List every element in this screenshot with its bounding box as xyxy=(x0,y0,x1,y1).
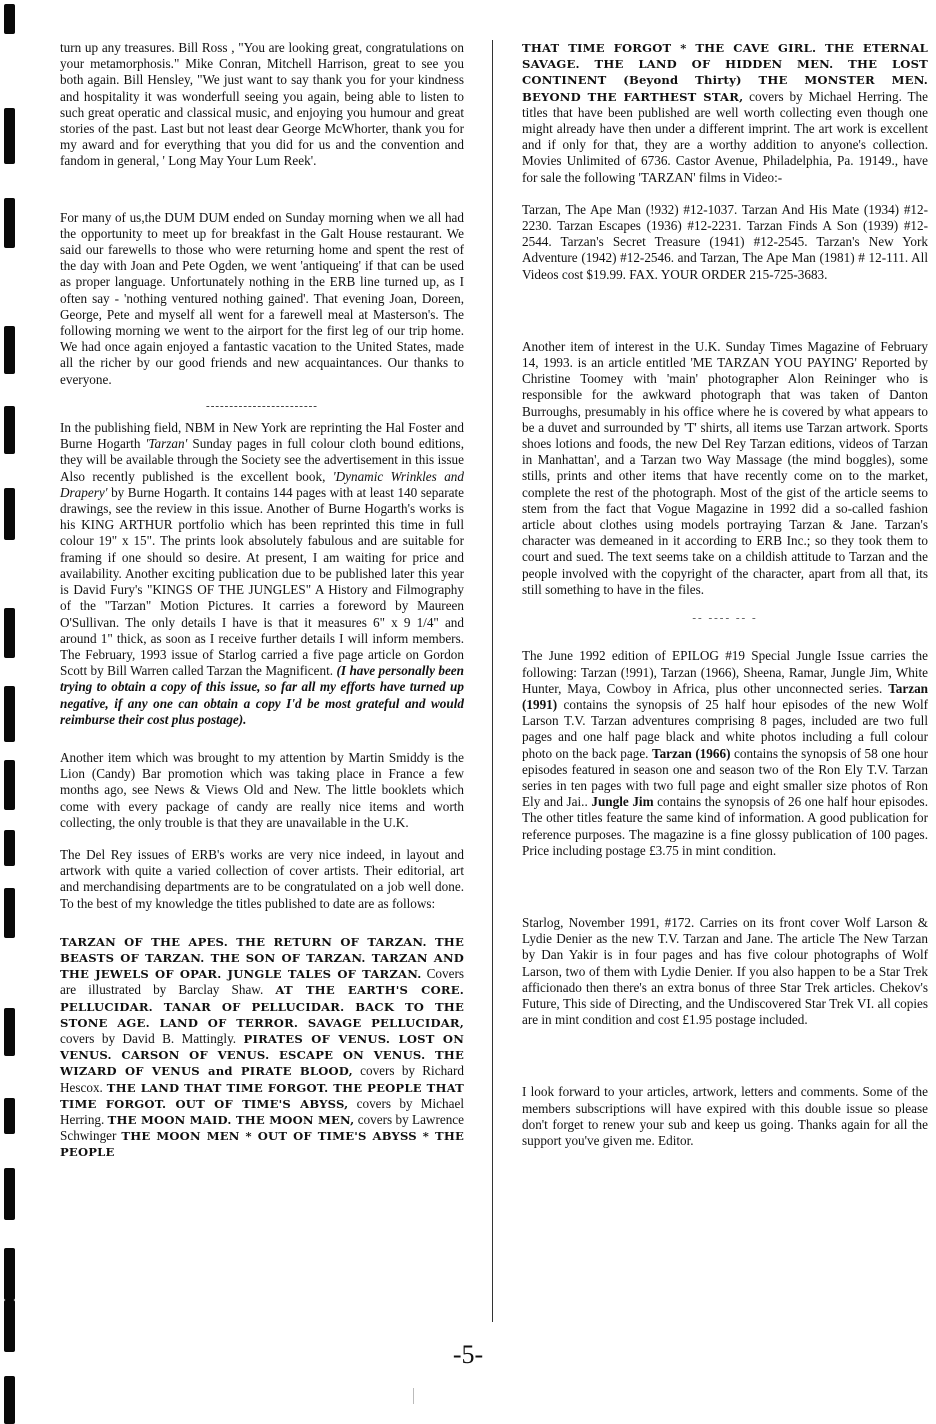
paragraph-thanks: turn up any treasures. Bill Ross , "You are looking great, congratulations on your metamorphosis." Mike Conran, Mitchell Harrison, great to see you both again. Bill Hensley, "We just want to say thank you for your kindness and hospitality it was wonderfull seeing you again, being able to listen to such great operatic and classical music, and enjoying you humour and great stories of the past. Last but not least dear George McWhorter, thank you for my award and for everything that you did for us and the convention and fandom in general, ' Long May Your Lum Reek'. xyxy=(60,40,464,169)
column-divider xyxy=(492,40,493,1322)
binding-hole xyxy=(4,888,15,938)
binding-hole xyxy=(4,1248,15,1300)
binding-hole xyxy=(4,1376,15,1424)
right-column xyxy=(522,41,928,1165)
left-column xyxy=(60,40,465,1177)
paragraph-videos: Tarzan, The Ape Man (!932) #12-1037. Tarzan And His Mate (1934) #12-2230. Tarzan Escapes (1936) #12-2231. Tarzan Finds A Son (1939) #12-2544. Tarzan's Secret Treasure (1941) #12-2545. Tarzan's New York Adventure (1942) #12-2546. and Tarzan, The Ape Man (1981) # 12-111. All Videos cost $19.99. FAX. YOUR ORDER 215-725-3683. xyxy=(522,201,928,282)
paragraph-publishing xyxy=(60,420,464,728)
text: Sunday pages in full colour cloth bound editions, they will be available through the Society see the advertisement in this issue Also recently published is the excellent book, xyxy=(60,436,464,484)
binding-hole xyxy=(4,1098,15,1134)
text: In the publishing field, NBM in New York are reprinting the Hal Foster and Burne Hogarth xyxy=(60,420,464,452)
page-number: -5- xyxy=(452,1340,484,1369)
titles-moon: THE MOON MAID. THE MOON MEN, xyxy=(107,1112,355,1127)
text: covers by Richard Hescox. xyxy=(60,1063,465,1095)
binding-hole xyxy=(4,760,15,810)
text: Covers are illustrated by Barclay Shaw. xyxy=(60,966,464,998)
titles-tarzan: TARZAN OF THE APES. THE RETURN OF TARZAN. THE BEASTS OF TARZAN. THE SON OF TARZAN. TARZAN AND THE JEWELS OF OPAR. JUNGLE TALES OF TARZAN. xyxy=(60,934,464,982)
titles-continued: THAT TIME FORGOT * THE CAVE GIRL. THE ETERNAL SAVAGE. THE LAND OF HIDDEN MEN. THE LOST CONTINENT (Beyond Thirty) THE MONSTER MEN. BEYOND THE FARTHEST STAR, xyxy=(522,41,928,104)
binding-hole xyxy=(4,608,15,658)
text: The June 1992 edition of EPILOG #19 Special Jungle Issue carries the following: Tarzan (!991), Tarzan (1966), Sheena, Ramar, Jungle Jim, White Hunter, Maya, Cowboy in Africa, plus other unconnected series. xyxy=(522,648,928,696)
text: by Burne Hogarth. It contains 144 pages with at least 140 separate drawings, see the review in this issue. Another of Burne Hogarth's works is his KING ARTHUR portfolio which has been reprinted this time in full colour 19" x 15". The prints look absolutely fabulous and are suitable for framing if one should so desire. At present, I am waiting for price and availability. Another exciting publication due to be published later this year is David Fury's "KINGS OF THE JUNGLES" A History and Filmography of the "Tarzan" Motion Pictures. It carries a foreword by Maureen O'Sullivan. The only details I have is that it measures 6" x 9 1/4" and around 1" thick, as soon as I receive further details I will inform members. The February, 1993 issue of Starlog carried a five page article on Gordon Scott by Bill Warren called Tarzan the Magnificent. xyxy=(60,484,464,679)
paragraph-del-rey: The Del Rey issues of ERB's works are very nice indeed, in layout and artwork with quite a varied collection of cover artists. Their editorial, art and merchandising departments are to be congratulated on a job well done. To the best of my knowledge the titles published to date are as follows: xyxy=(60,846,464,911)
binding-hole xyxy=(4,686,15,742)
binding-hole xyxy=(4,488,15,540)
bold-title: Tarzan (1966) xyxy=(652,745,731,761)
titles-misc: THE MOON MEN * OUT OF TIME'S ABYSS * THE PEOPLE xyxy=(60,1129,465,1160)
paragraph-sunday-times: Another item of interest in the U.K. Sunday Times Magazine of February 14, 1993. is an article entitled 'ME TARZAN YOU PAYING' Reported by Christine Toomey with 'main' photographer Alon Reininger who is responsible for the awkward photograph that was taken of Danton Burroughs, presumably in his office where he is covered by what appears to be a duvet and surrounded by 'T' shirts, all items use Tarzan artwork. Sports shoes lotions and foods, the new Del Rey Tarzan editions, videos of Tarzan in Manhattan', and a Tarzan two Way Massage (the mind boggles), some stills, prints and other items that have recently come on to the market, complete the rest of the photograph. Most of the gist of the article seems to stem from the fact that Vogue Magazine in 1992 did a so-called fashion article about clothes using models portraying Tarzan & Jane. Tarzan's character was demeaned in it according to ERB Inc.; so they took them to court and sued. The text seems take on a childish attitude to Tarzan and the people involved with the copyright of the character, apart from all that, its still something to have in the files. xyxy=(522,338,928,597)
binding-hole xyxy=(4,198,15,248)
text: covers by Lawrence Schwinger xyxy=(60,1111,464,1144)
titles-pellucidar: AT THE EARTH'S CORE. PELLUCIDAR. TANAR OF PELLUCIDAR. BACK TO THE STONE AGE. LAND OF TERROR. SAVAGE PELLUCIDAR, xyxy=(60,983,464,1030)
editor-note: (I have personally been trying to obtain a copy of this issue, so far all my efforts have turned up negative, if any one can obtain a copy I'd be most grateful and would reimburse their cost plus postage). xyxy=(60,663,464,727)
paragraph-closing: I look forward to your articles, artwork, letters and comments. Some of the members subscriptions will have expired with this double issue so please don't forget to renew your sub and keep us going. Thanks again for all the support you've given me. Editor. xyxy=(522,1084,928,1148)
emphasis: 'Tarzan' xyxy=(145,436,188,452)
text: covers by Michael Herring. xyxy=(60,1095,464,1127)
bold-title: Tarzan (1991) xyxy=(522,680,928,712)
book-title: 'Dynamic Wrinkles and Drapery' xyxy=(60,468,464,500)
separator: ------------------------ xyxy=(206,399,318,412)
scan-mark xyxy=(413,1388,414,1404)
binding-hole xyxy=(4,326,15,374)
binding-hole xyxy=(4,1008,15,1056)
binding-hole xyxy=(4,830,15,866)
separator: -- ---- -- - xyxy=(692,612,758,625)
binding-hole xyxy=(4,108,15,164)
binding-hole xyxy=(4,1168,15,1220)
binding-hole xyxy=(4,406,15,454)
text: contains the synopsis of 25 half hour episodes of the new Wolf Larson T.V. Tarzan adventures comprising 8 pages, included are two full pages and one half page black and white photos including a full colour photo on the back page. xyxy=(522,696,928,761)
text: contains the synopsis of 26 one half hour episodes. The other titles feature the same kind of information. A good publication for reference purposes. The magazine is a fine glossy publication of 100 pages. Price including postage £3.75 in mint condition. xyxy=(522,794,928,858)
text: contains the synopsis of 58 one hour episodes featured in season one and season two of the Ron Ely T.V. Tarzan series in ten pages with two full page and eight smaller size photos of Ron Ely and Jai.. xyxy=(522,745,928,810)
paragraph-starlog: Starlog, November 1991, #172. Carries on its front cover Wolf Larson & Lydie Denier as the new T.V. Tarzan and Jane. The article The New Tarzan by Dan Yakir is in four pages and has five colour photographs of Wolf Larson, two of them with Lydie Denier. If you also happen to be a Star Trek afficionado then there's an extra bonus of three Star Trek articles. Chekov's Future, This side of Directing, and the Undiscovered Star Trek VI. all copies are in mint condition and cost £1.95 postage included. xyxy=(522,914,928,1028)
text: covers by Michael Herring. The titles that have been published are well worth collecting even though one might already have then under a different imprint. The art work is excellent and if only for that, they are a worthy addition to anyone's collection. Movies Unlimited of 6736. Castor Avenue, Philadelphia, Pa. 19149., have for sale the following 'TARZAN' films in Video:- xyxy=(522,88,928,185)
binding-hole xyxy=(4,4,15,34)
paragraph-titles-cont xyxy=(522,40,928,186)
paragraph-epilog xyxy=(522,648,928,859)
bold-title: Jungle Jim xyxy=(591,794,654,810)
titles-caspak: THE LAND THAT TIME FORGOT. THE PEOPLE THAT TIME FORGOT. OUT OF TIME'S ABYSS, xyxy=(60,1080,464,1111)
titles-venus: PIRATES OF VENUS. LOST ON VENUS. CARSON OF VENUS. ESCAPE ON VENUS. THE WIZARD OF VENUS and PIRATE BLOOD, xyxy=(60,1031,464,1079)
paragraph-dum-dum: For many of us,the DUM DUM ended on Sunday morning when we all had the opportunity to meet up for breakfast in the Galt House restaurant. We said our farewells to those who were returning home and spent the rest of the day with Joan and Pete Ogden, we went 'antiqueing' if that can be used as proper language. Unfortunately nothing in the ERB line turned up, as I often say - 'nothing ventured nothing gained'. That evening Joan, Doreen, George, Pete and myself all went for a farewell meal at Masterson's. The following morning we went to the airport for the first leg of our trip home. We had once again enjoyed a fantastic vacation to the United States, made all the richer by our good friends and new acquaintances. Our thanks to everyone. xyxy=(60,209,464,387)
paragraph-lion-bar: Another item which was brought to my attention by Martin Smiddy is the Lion (Candy) Bar promotion which was taking place in France a few months ago, see News & Views Old and New. The little booklets which come with every package of candy are really nice items and worth collecting, the only trouble is that they are unavailable in the U.K. xyxy=(60,749,464,830)
text: covers by David B. Mattingly. xyxy=(60,1030,244,1046)
paragraph-titles xyxy=(60,934,464,1161)
